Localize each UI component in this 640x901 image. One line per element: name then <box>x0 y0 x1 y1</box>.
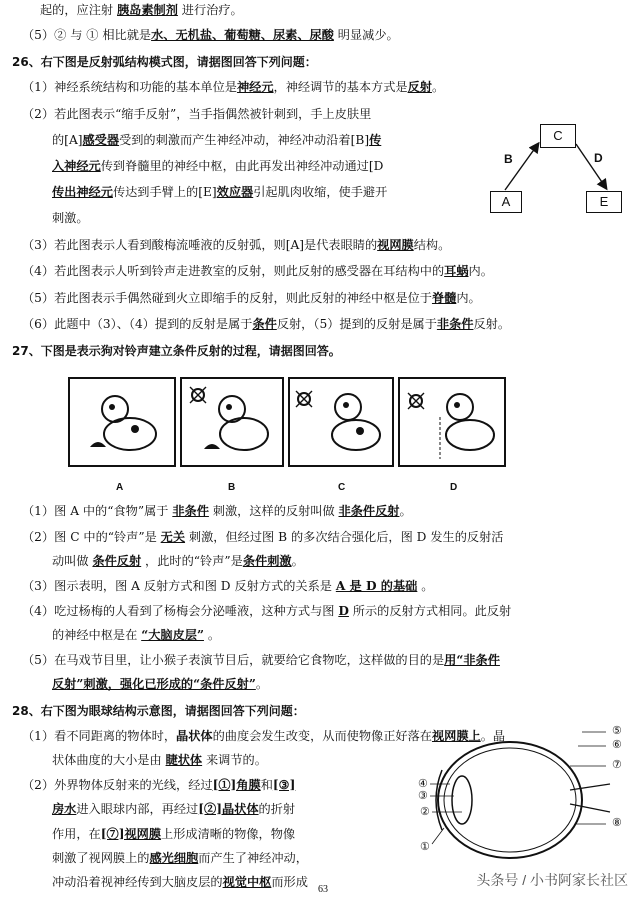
dog-salivating-icon <box>400 379 504 465</box>
q27-5b: 反射”刺激，强化已形成的“条件反射”。 <box>52 677 269 691</box>
panel-d <box>398 377 506 467</box>
eye-label-1: ① <box>420 841 430 853</box>
panel-label-c: C <box>338 482 346 493</box>
q27-1: （1）图 A 中的“食物”属于 非条件 刺激，这样的反射叫做 非条件反射。 <box>22 504 412 518</box>
node-a: A <box>490 191 522 213</box>
question-28-title: 28、右下图为眼球结构示意图，请据图回答下列问题： <box>12 704 305 718</box>
panel-label-d: D <box>450 482 458 493</box>
q26-3: （3）若此图表示人看到酸梅流唾液的反射弧，则[A]是代表眼睛的视网膜结构。 <box>22 238 451 252</box>
q26-6: （6）此题中（3）、（4）提到的反射是属于条件反射，（5）提到的反射是属于非条件反射。 <box>22 317 511 331</box>
q27-4b: 的神经中枢是在 “大脑皮层” 。 <box>52 628 221 642</box>
node-c: C <box>540 124 576 148</box>
q28-1a: （1）看不同距离的物体时，晶状体的曲度会发生改变，从而使物像正好落在视网膜上。晶 <box>22 729 506 743</box>
q26-2a: （2）若此图表示“缩手反射”，当手指偶然被针刺到，手上皮肤里 <box>22 107 372 121</box>
q27-3: （3）图示表明，图 A 反射方式和图 D 反射方式的关系是 A 是 D 的基础 。 <box>22 579 434 593</box>
eye-label-3: ③ <box>418 790 428 802</box>
q27-2b: 动叫做 条件反射 ，此时的“铃声”是条件刺激。 <box>52 554 304 568</box>
q26-1: （1）神经系统结构和功能的基本单位是神经元，神经调节的基本方式是反射。 <box>22 80 445 94</box>
dog-bell-icon <box>290 379 392 465</box>
panel-label-b: B <box>228 482 236 493</box>
eye-label-5: ⑤ <box>612 725 622 737</box>
eye-label-4: ④ <box>418 778 428 790</box>
panel-label-a: A <box>116 482 124 493</box>
label-b: B <box>504 152 513 166</box>
q27-5a: （5）在马戏节目里，让小猴子表演节目后，就要给它食物吃，这样做的目的是用“非条件 <box>22 653 500 667</box>
q26-2e: 刺激。 <box>52 211 89 225</box>
page-number: 63 <box>318 884 328 895</box>
q26-2d: 传出神经元传达到手臂上的[E]效应器引起肌肉收缩，使手避开 <box>52 185 388 199</box>
panel-a <box>68 377 176 467</box>
q28-2c: 作用，在[⑦]视网膜上形成清晰的物像，物像 <box>52 827 296 841</box>
q28-2a: （2）外界物体反射来的光线，经过[①]角膜和[③] <box>22 778 296 792</box>
eye-label-2: ② <box>420 806 430 818</box>
dog-bell-food-icon <box>182 379 282 465</box>
text: 起的，应注射 <box>40 3 117 17</box>
line-insulin: 起的，应注射 胰岛素制剂 进行治疗。 <box>40 3 243 17</box>
watermark: 头条号 / 小书阿家长社区 <box>476 872 628 888</box>
eye-label-8: ⑧ <box>612 817 622 829</box>
reflex-arc-arrows <box>480 120 630 220</box>
dog-eating-icon <box>70 379 174 465</box>
q26-4: （4）若此图表示人听到铃声走进教室的反射，则此反射的感受器在耳结构中的耳蜗内。 <box>22 264 493 278</box>
q27-2a: （2）图 C 中的“铃声”是 无关 刺激，但经过图 B 的多次结合强化后，图 D 发生的反射活 <box>22 530 504 544</box>
panel-c <box>288 377 394 467</box>
q28-1b: 状体曲度的大小是由 睫状体 来调节的。 <box>52 753 267 767</box>
node-e: E <box>586 191 622 213</box>
eye-label-7: ⑦ <box>612 759 622 771</box>
q27-4a: （4）吃过杨梅的人看到了杨梅会分泌唾液，这种方式与图 D 所示的反射方式相同。此反射 <box>22 604 512 618</box>
line-q25-5: （5）② 与 ① 相比就是水、无机盐、葡萄糖、尿素、尿酸 明显减少。 <box>22 28 399 42</box>
q28-2d: 刺激了视网膜上的感光细胞而产生了神经冲动， <box>52 851 308 865</box>
q26-2b: 的[A]感受器受到的刺激而产生神经冲动，神经冲动沿着[B]传 <box>52 133 382 147</box>
panel-b <box>180 377 284 467</box>
eyeball-diagram <box>410 720 630 870</box>
q28-2b: 房水进入眼球内部，再经过[②]晶状体的折射 <box>52 802 296 816</box>
q26-5: （5）若此图表示手偶然碰到火立即缩手的反射，则此反射的神经中枢是位于脊髓内。 <box>22 291 481 305</box>
q26-2c: 入神经元传到脊髓里的神经中枢，由此再发出神经冲动通过[D <box>52 159 384 173</box>
q28-2e: 冲动沿着视神经传到大脑皮层的视觉中枢而形成 <box>52 875 308 889</box>
label-d: D <box>594 151 603 165</box>
question-26-title: 26、右下图是反射弧结构模式图，请据图回答下列问题： <box>12 55 317 69</box>
eye-label-6: ⑥ <box>612 739 622 751</box>
question-27-title: 27、下图是表示狗对铃声建立条件反射的过程，请据图回答。 <box>12 344 341 358</box>
